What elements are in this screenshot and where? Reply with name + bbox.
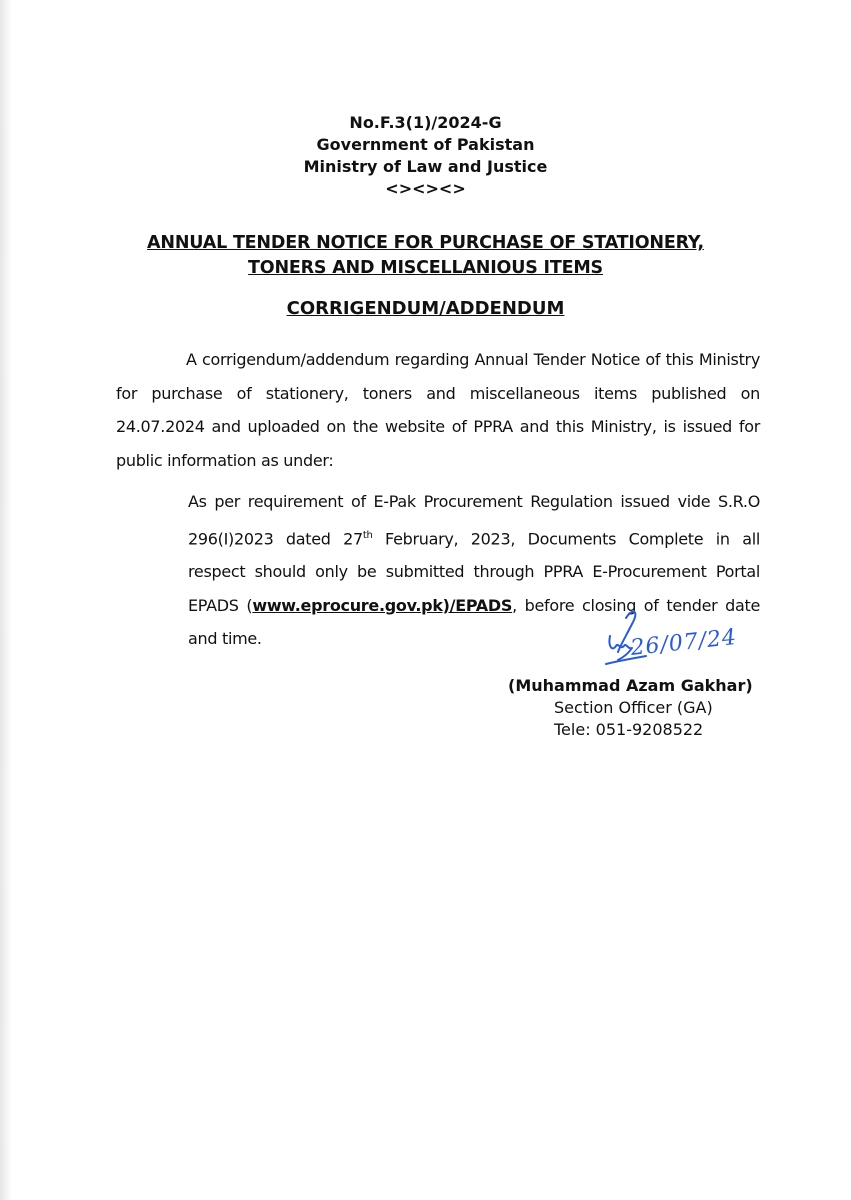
signature-block — [508, 675, 768, 741]
government-name: Government of Pakistan — [316, 135, 535, 154]
requirement-paragraph — [188, 485, 760, 656]
signatory-designation: Section Officer (GA) — [554, 698, 713, 717]
corrigendum-heading: CORRIGENDUM/ADDENDUM — [286, 298, 565, 319]
notice-title — [0, 231, 851, 281]
title-line-2: TONERS AND MISCELLANIOUS ITEMS — [248, 258, 603, 278]
signatory-name: (Muhammad Azam Gakhar) — [508, 676, 753, 695]
ordinal-suffix: th — [362, 529, 373, 541]
paragraph2-text-1: As per requirement of E-Pak Procurement Regulation issued vide S.R.O 296(I)2023 dated 27 — [188, 492, 760, 548]
paragraph2-text-3: , before closing of tender date and time. — [188, 595, 761, 649]
intro-paragraph: A corrigendum/addendum regarding Annual Tender Notice of this Ministry for purchase of stationery, toners and miscellaneous items published on 24.07.2024 and uploaded on the website of PPRA and this Ministry, is issued for public information as under: — [116, 350, 760, 470]
title-line-1: ANNUAL TENDER NOTICE FOR PURCHASE OF STATIONERY, — [147, 233, 704, 253]
signatory-phone: Tele: 051-9208522 — [554, 720, 704, 739]
header-separator: <><><> — [385, 179, 466, 198]
file-number: No.F.3(1)/2024-G — [349, 113, 502, 132]
document-header — [0, 112, 851, 200]
paragraph2-text-2: February, 2023, Documents Complete in all respect should only be submitted through PPRA E-Procurement Portal EPADS ( — [188, 528, 761, 615]
handwritten-date: 26/07/24 — [629, 624, 739, 661]
eprocure-link[interactable]: www.eprocure.gov.pk)/EPADS — [252, 595, 513, 615]
ministry-name: Ministry of Law and Justice — [303, 157, 548, 176]
